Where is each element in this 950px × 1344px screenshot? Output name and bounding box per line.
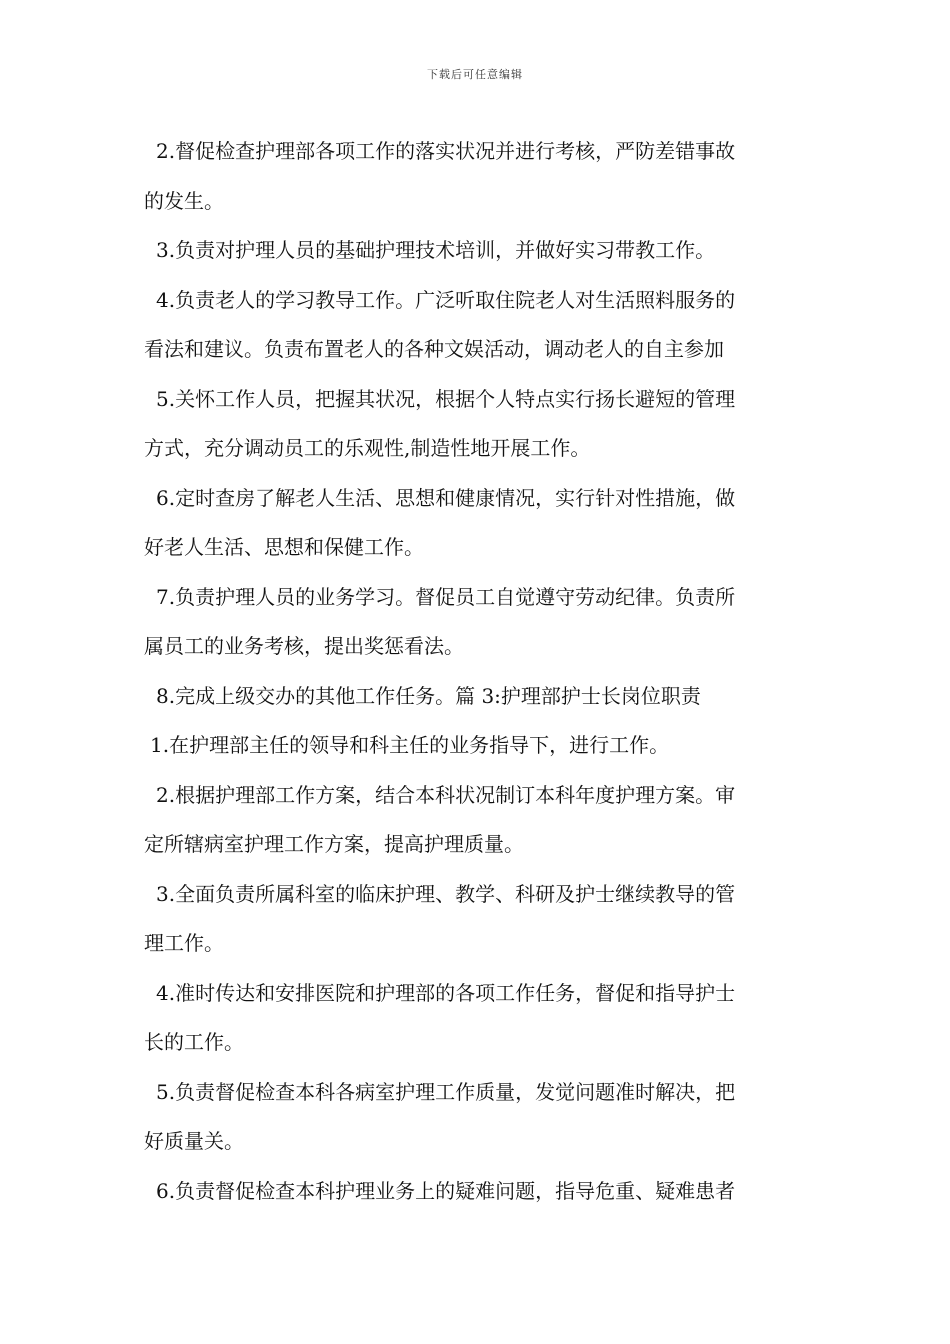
paragraph-line: 4.负责老人的学习教导工作。广泛听取住院老人对生活照料服务的 [156,287,736,312]
paragraph-line: 5.负责督促检查本科各病室护理工作质量，发觉问题准时解决，把 [156,1079,736,1104]
paragraph-line: 的发生。 [144,188,224,213]
paragraph-line: 4.准时传达和安排医院和护理部的各项工作任务，督促和指导护士 [156,980,736,1005]
paragraph-line: 7.负责护理人员的业务学习。督促员工自觉遵守劳动纪律。负责所 [156,584,736,609]
paragraph-line: 3.全面负责所属科室的临床护理、教学、科研及护士继续教导的管 [156,881,736,906]
paragraph-line: 1.在护理部主任的领导和科主任的业务指导下，进行工作。 [150,733,670,757]
paragraph-line: 6.定时查房了解老人生活、思想和健康情况，实行针对性措施，做 [156,485,736,510]
paragraph-line: 5.关怀工作人员，把握其状况，根据个人特点实行扬长避短的管理 [156,386,736,411]
paragraph-line: 2.根据护理部工作方案，结合本科状况制订本科年度护理方案。审 [156,782,736,807]
paragraph-line: 好老人生活、思想和保健工作。 [144,535,424,559]
paragraph-line: 属员工的业务考核，提出奖惩看法。 [144,634,464,658]
paragraph-line: 理工作。 [144,931,224,955]
paragraph-line: 2.督促检查护理部各项工作的落实状况并进行考核，严防差错事故 [156,139,736,163]
paragraph-line: 看法和建议。负责布置老人的各种文娱活动，调动老人的自主参加 [144,337,724,361]
paragraph-line: 3.负责对护理人员的基础护理技术培训，并做好实习带教工作。 [156,238,716,262]
paragraph-line: 6.负责督促检查本科护理业务上的疑难问题，指导危重、疑难患者 [156,1178,736,1203]
paragraph-line: 定所辖病室护理工作方案，提高护理质量。 [144,832,524,856]
header-note: 下载后可任意编辑 [427,68,523,81]
body-text [144,127,810,1216]
paragraph-line: 长的工作。 [144,1030,244,1054]
paragraph-line: 好质量关。 [144,1129,244,1153]
paragraph-line: 方式，充分调动员工的乐观性,制造性地开展工作。 [144,436,591,460]
paragraph-line: 8.完成上级交办的其他工作任务。篇 3:护理部护士长岗位职责 [156,683,701,708]
